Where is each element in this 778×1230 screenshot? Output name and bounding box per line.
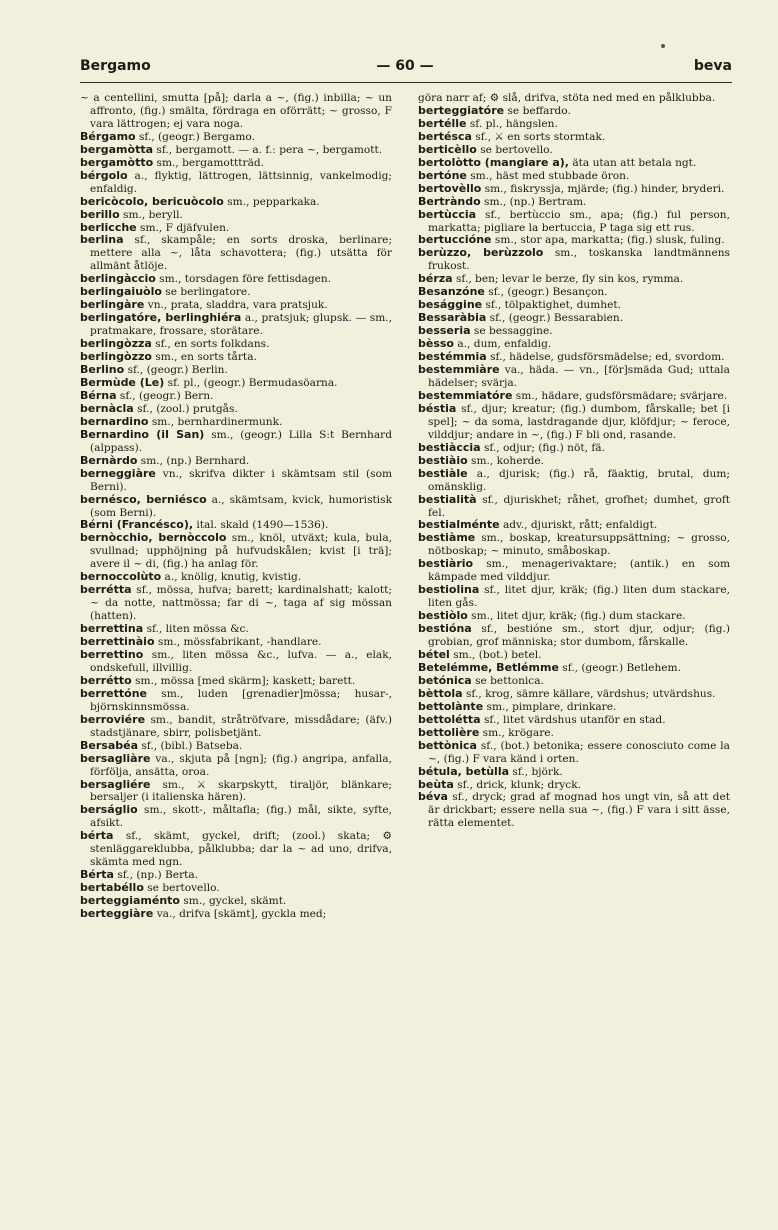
entry-definition: sf., skampåle; en sorts droska, berlinare; mettere alla ~, låta schavottera; (fig.) utsätta för allmänt åtlöje. — [90, 234, 393, 273]
entry-headword: berlina — [80, 233, 124, 247]
entry-definition: sm., F djäfvulen. — [140, 221, 230, 234]
entry-definition: sm., mössa [med skärm]; kaskett; barett. — [135, 674, 356, 687]
entry-definition: sf., (bot.) betonika; essere conosciuto come la ~, (fig.) F vara känd i orten. — [428, 739, 730, 765]
entry-headword: béstia — [418, 401, 457, 415]
entry-definition: va., häda. — vn., [för]smäda Gud; uttala hädelser; svärja. — [428, 364, 730, 389]
entry-definition: sm., bergamottträd. — [156, 156, 265, 169]
dictionary-entry — [80, 222, 392, 235]
entry-definition: se beffardo. — [507, 104, 571, 117]
entry-headword: Bersabéa — [80, 738, 138, 752]
page-number: — 60 — — [376, 58, 434, 74]
entry-definition: sm., stor apa, markatta; (fig.) slusk, fuling. — [494, 234, 725, 247]
dictionary-entry — [418, 675, 730, 688]
dictionary-entry — [80, 494, 392, 520]
dictionary-entry — [80, 688, 392, 714]
entry-definition: sf., drick, klunk; dryck. — [457, 778, 581, 791]
entry-definition: sm., bernhardinermunk. — [151, 415, 283, 428]
entry-definition: sf., ⚔ en sorts stormtak. — [475, 130, 606, 143]
entry-definition: sm., (np.) Bertram. — [484, 195, 587, 208]
entry-definition: a., skämtsam, kvick, humoristisk (som Berni). — [90, 493, 393, 519]
entry-definition: vn., prata, sladdra, vara pratsjuk. — [147, 299, 328, 312]
entry-definition: sm., liten mössa &c., lufva. — a., elak, ondskefull, illvillig. — [90, 648, 392, 674]
entry-headword: bérgolo — [80, 168, 128, 182]
entry-definition: sm., toskanska landtmännens frukost. — [428, 247, 730, 273]
left-column — [80, 92, 392, 921]
entry-headword: Bernàrdo — [80, 453, 138, 467]
entry-definition: sm., knöl, utväxt; kula, bula, svullnad; upphöjning på hufvudskålen; kvist [i trä]; avere il ~ di, (fig.) ha anlag för. — [90, 532, 392, 571]
entry-definition: se bessaggine. — [473, 325, 553, 338]
entry-definition: sm., gyckel, skämt. — [183, 895, 287, 908]
header-left-word: Bergamo — [80, 58, 151, 74]
dictionary-entry — [80, 804, 392, 830]
entry-definition: sm., pimplare, drinkare. — [486, 700, 617, 713]
entry-headword: bernàcla — [80, 401, 134, 415]
entry-definition: sf., djur; kreatur; (fig.) dumbom, fårskalle; bet [i spel]; ~ da soma, lastdragande djur, klöfdjur; ~ feroce, vilddjur; andare in ~, (fig.) F bli ond, rasande. — [428, 402, 730, 441]
entry-headword: besággine — [418, 298, 483, 312]
entry-headword: bettolétta — [418, 712, 481, 726]
entry-definition: sf., (geogr.) Besançon. — [488, 286, 608, 299]
entry-headword: berticèllo — [418, 142, 477, 156]
entry-headword: bérta — [80, 829, 114, 843]
running-header — [80, 58, 732, 80]
entry-headword: bertóne — [418, 168, 467, 182]
entry-definition: sm., (np.) Bernhard. — [140, 454, 250, 467]
dictionary-entry — [418, 623, 730, 649]
entry-headword: berlicche — [80, 220, 137, 234]
entry-headword: bétula, betùlla — [418, 764, 510, 778]
entry-definition: a., djurisk; (fig.) rå, fäaktig, brutal, dum; omänsklig. — [428, 467, 730, 493]
entry-definition: vn., skrifva dikter i skämtsam stil (som Berni). — [90, 467, 392, 493]
entry-headword: bertuccióne — [418, 233, 492, 247]
entry-headword: bestiàle — [418, 466, 468, 480]
entry-definition: a., knölig, knutig, kvistig. — [164, 571, 302, 584]
entry-headword: bestióna — [418, 622, 472, 636]
dictionary-entry — [418, 584, 730, 610]
entry-headword: Bérna — [80, 388, 117, 402]
entry-definition: se bertovello. — [480, 143, 553, 156]
entry-definition: sm., skott-, måltafla; (fig.) mål, sikte, syfte, afsikt. — [90, 804, 392, 830]
entry-headword: Besanzóne — [418, 285, 485, 299]
entry-headword: berrettóne — [80, 686, 148, 700]
dictionary-entry — [418, 740, 730, 766]
dictionary-entry — [80, 779, 392, 805]
entry-headword: bestiàccia — [418, 440, 481, 454]
dictionary-entry — [418, 532, 730, 558]
entry-definition: sm., pepparkaka. — [227, 195, 320, 208]
entry-definition: sf., (geogr.) Bessarabien. — [489, 312, 624, 325]
entry-definition: sf., odjur; (fig.) nöt, fä. — [483, 441, 605, 454]
dictionary-entry — [418, 403, 730, 442]
entry-headword: bestémmia — [418, 350, 487, 364]
entry-definition: sm., beryll. — [123, 208, 183, 221]
entry-headword: berlingòzza — [80, 337, 152, 351]
entry-definition: sf., skämt, gyckel, drift; (zool.) skata; ⚙ stenläggareklubba, pålklubba; dar la ~ ad uno, drifva, skämta med ngn. — [90, 830, 392, 869]
dictionary-entry — [418, 779, 730, 792]
entry-definition: sm., häst med stubbade öron. — [470, 169, 630, 182]
entry-headword: bétel — [418, 647, 450, 661]
entry-headword: bèttola — [418, 686, 463, 700]
entry-headword: bettònica — [418, 738, 477, 752]
dictionary-entry — [418, 325, 730, 338]
entry-headword: berlingòzzo — [80, 350, 152, 364]
entry-definition: sf., (geogr.) Bergamo. — [138, 130, 255, 143]
entry-definition: ital. skald (1490—1536). — [196, 519, 329, 532]
dictionary-entry — [80, 753, 392, 779]
entry-headword: Bernardino (il San) — [80, 427, 205, 441]
header-rule — [80, 82, 732, 83]
entry-definition: sf. pl., (geogr.) Bermudasöarna. — [167, 376, 338, 389]
entry-definition: sm., litet djur, kräk; (fig.) dum stackare. — [471, 610, 686, 623]
entry-definition: sf., hädelse, gudsförsmädelse; ed, svordom. — [490, 351, 725, 364]
entry-headword: bertovèllo — [418, 181, 482, 195]
entry-definition: a., flyktig, lättrogen, lättsinnig, vankelmodig; enfaldig. — [90, 169, 392, 195]
entry-headword: berrétto — [80, 673, 132, 687]
entry-headword: berrettina — [80, 622, 144, 636]
entry-headword: bestiàme — [418, 531, 476, 545]
entry-headword: Bérta — [80, 868, 114, 882]
entry-headword: Bérgamo — [80, 129, 136, 143]
entry-definition: sm., krögare. — [482, 726, 554, 739]
entry-definition: sf., krog, sämre källare, värdshus; utvärdshus. — [465, 687, 716, 700]
entry-definition: se bettonica. — [475, 674, 544, 687]
entry-definition: sm., hädare, gudsförsmädare; svärjare. — [515, 389, 728, 402]
dictionary-entry — [80, 377, 392, 390]
dictionary-entry — [418, 494, 730, 520]
dictionary-entry — [418, 766, 730, 779]
entry-headword: bettolière — [418, 725, 480, 739]
entry-headword: berroviére — [80, 712, 146, 726]
entry-headword: berùzzo, berùzzolo — [418, 246, 544, 260]
entry-definition: sf., dryck; grad af mognad hos ungt vin, så att det är drickbart; essere nella sua ~, (fig.) F vara i sitt ässe, rätta elementet. — [428, 791, 730, 830]
entry-headword: berillo — [80, 207, 120, 221]
entry-headword: bertésca — [418, 129, 472, 143]
entry-definition: va., drifva [skämt], gyckla med; — [156, 908, 327, 921]
entry-headword: bestiòlo — [418, 609, 468, 623]
entry-definition: sf., bertùccio sm., apa; (fig.) ful person, markatta; pigliare la bertuccia, P taga sig ett rus. — [428, 208, 730, 234]
entry-headword: besseria — [418, 324, 471, 338]
entry-definition: sm., boskap, kreatursuppsättning; ~ grosso, nötboskap; ~ minuto, småboskap. — [428, 532, 730, 558]
dictionary-entry — [418, 247, 730, 273]
entry-definition: sf., bestióne sm., stort djur, odjur; (fig.) grobian, grof människa; stor dumbom, fårskalle. — [428, 623, 730, 649]
entry-headword: bérza — [418, 272, 453, 286]
entry-headword: Berlino — [80, 363, 125, 377]
entry-headword: berlingaiuòlo — [80, 285, 162, 299]
entry-definition: sf., tölpaktighet, dumhet. — [485, 299, 621, 312]
entry-headword: bertélle — [418, 116, 467, 130]
entry-headword: bestialménte — [418, 518, 500, 532]
entry-headword: berrettino — [80, 647, 144, 661]
entry-definition: a., pratsjuk; glupsk. — sm., pratmakare, frossare, storätare. — [90, 312, 393, 338]
entry-definition: sm., en sorts tårta. — [155, 351, 257, 364]
entry-headword: bertabéllo — [80, 881, 144, 895]
header-right-word: beva — [693, 58, 732, 74]
entry-definition: sf., (np.) Berta. — [117, 869, 199, 882]
entry-definition: sf., (zool.) prutgås. — [137, 402, 238, 415]
entry-definition: äta utan att betala ngt. — [572, 156, 697, 169]
dictionary-entry — [80, 584, 392, 623]
entry-definition: sf., (geogr.) Berlin. — [127, 364, 228, 377]
entry-definition: sf., litet djur, kräk; (fig.) liten dum stackare, liten gås. — [428, 584, 730, 610]
entry-headword: bergamòtta — [80, 142, 154, 156]
entry-definition: sf., björk. — [512, 765, 563, 778]
dictionary-entry — [80, 92, 392, 131]
entry-headword: bestemmiàre — [418, 363, 500, 377]
dictionary-entry — [80, 170, 392, 196]
entry-definition: sm., ⚔ skarpskytt, tiraljör, blänkare; bersaljer (i italienska hären). — [90, 778, 392, 804]
entry-headword: bestialità — [418, 492, 477, 506]
dictionary-entry — [418, 558, 730, 584]
entry-headword: Bérni (Francésco), — [80, 518, 194, 532]
dictionary-entry — [418, 390, 730, 403]
entry-headword: berlingàre — [80, 298, 145, 312]
entry-definition: adv., djuriskt, rått; enfaldigt. — [502, 519, 658, 532]
dictionary-entry — [80, 468, 392, 494]
entry-headword: bernoccolùto — [80, 570, 162, 584]
speck — [661, 44, 665, 48]
entry-headword: berrettinàio — [80, 635, 155, 649]
dictionary-entry — [80, 908, 392, 921]
entry-headword: berlingatóre, berlinghiéra — [80, 311, 242, 325]
entry-headword: berneggiàre — [80, 466, 156, 480]
entry-headword: betónica — [418, 673, 472, 687]
entry-headword: bestemmiatóre — [418, 388, 513, 402]
entry-definition: va., skjuta på [ngn]; (fig.) angripa, anfalla, förfölja, ansätta, oroa. — [90, 752, 392, 778]
entry-definition: sm., menagerivaktare; (antik.) en som kämpade med vilddjur. — [428, 558, 730, 584]
entry-definition: sf., (geogr.) Bern. — [119, 389, 214, 402]
entry-headword: berságlio — [80, 803, 138, 817]
dictionary-entry — [418, 468, 730, 494]
entry-headword: bèsso — [418, 337, 454, 351]
entry-definition: se berlingatore. — [165, 286, 251, 299]
entry-definition: ~ a centellini, smutta [på]; darla a ~, (fig.) inbilla; ~ un affronto, (fig.) smälta, fördraga en oförrätt; ~ grosso, F vara lättrogen; ej vara noga. — [80, 92, 392, 130]
entry-headword: bersagliàre — [80, 751, 151, 765]
dictionary-entry — [80, 714, 392, 740]
right-column — [418, 92, 730, 830]
entry-headword: bernòcchio, bernòccolo — [80, 531, 227, 545]
entry-headword: berrétta — [80, 583, 132, 597]
entry-definition: sf. pl., hängslen. — [469, 117, 558, 130]
entry-definition: sm., (bot.) betel. — [453, 648, 542, 661]
entry-definition: sf., en sorts folkdans. — [155, 338, 270, 351]
dictionary-entry — [418, 364, 730, 390]
entry-definition: sf., bergamott. — a. f.: pera ~, bergamott. — [156, 143, 383, 156]
dictionary-entry — [80, 830, 392, 869]
dictionary-entry — [80, 429, 392, 455]
entry-headword: berteggiàre — [80, 907, 154, 921]
entry-headword: Bessaràbia — [418, 311, 487, 325]
entry-definition: sm., fiskryssja, mjärde; (fig.) hinder, bryderi. — [484, 182, 725, 195]
entry-headword: bestiolina — [418, 583, 480, 597]
entry-definition: sf., liten mössa &c. — [146, 623, 249, 636]
dictionary-entry — [80, 234, 392, 273]
dictionary-entry — [80, 649, 392, 675]
entry-headword: bergamòtto — [80, 155, 154, 169]
dictionary-entry — [80, 532, 392, 571]
dictionary-entry — [80, 196, 392, 209]
entry-definition: se bertovello. — [147, 882, 220, 895]
entry-definition: a., dum, enfaldig. — [457, 338, 552, 351]
entry-headword: béva — [418, 790, 448, 804]
entry-definition: sf., mössa, hufva; barett; kardinalshatt; kalott; ~ da notte, nattmössa; far di ~, taga af sig mössan (hatten). — [90, 584, 392, 623]
entry-definition: sm., bandit, stråtröfvare, missdådare; (äfv.) stadstjänare, sbirr, polisbetjänt. — [90, 713, 392, 739]
entry-definition: göra narr af; ⚙ slå, drifva, stöta ned med en pålklubba. — [418, 92, 716, 104]
entry-definition: sf., ben; levar le berze, fly sin kos, rymma. — [455, 273, 684, 286]
entry-headword: beùta — [418, 777, 454, 791]
entry-headword: bettolànte — [418, 699, 484, 713]
entry-headword: Betelémme, Betlémme — [418, 660, 559, 674]
dictionary-entry — [418, 791, 730, 830]
entry-headword: bersagliére — [80, 777, 151, 791]
entry-headword: berteggiaménto — [80, 894, 180, 908]
dictionary-entry — [418, 209, 730, 235]
entry-headword: bestiàio — [418, 453, 468, 467]
entry-headword: Bertràndo — [418, 194, 481, 208]
entry-headword: bernardino — [80, 414, 149, 428]
entry-headword: bernésco, berniésco — [80, 492, 207, 506]
entry-definition: sf., litet värdshus utanför en stad. — [483, 713, 666, 726]
entry-definition: sm., luden [grenadier]mössa; husar-, björnskinnsmössa. — [90, 687, 392, 713]
entry-headword: bertùccia — [418, 207, 477, 221]
entry-headword: bertolòtto (mangiare a), — [418, 155, 569, 169]
entry-definition: sf., djuriskhet; råhet, grofhet; dumhet, groft fel. — [428, 493, 730, 519]
entry-headword: berlingàccio — [80, 272, 156, 286]
entry-definition: sf., (bibl.) Batseba. — [141, 739, 243, 752]
dictionary-entry — [80, 351, 392, 364]
entry-definition: sm., koherde. — [471, 454, 545, 467]
dictionary-entry — [80, 312, 392, 338]
entry-definition: sf., (geogr.) Betlehem. — [562, 661, 681, 674]
entry-definition: sm., mössfabrikant, -handlare. — [157, 636, 322, 649]
entry-definition: sm., torsdagen före fettisdagen. — [159, 273, 332, 286]
entry-definition: sm., (geogr.) Lilla S:t Bernhard (alppass). — [90, 428, 392, 454]
entry-headword: Bermùde (Le) — [80, 375, 165, 389]
entry-headword: bestiàrio — [418, 557, 474, 571]
entry-headword: berteggiatóre — [418, 103, 505, 117]
entry-headword: bericòcolo, bericuòcolo — [80, 194, 224, 208]
